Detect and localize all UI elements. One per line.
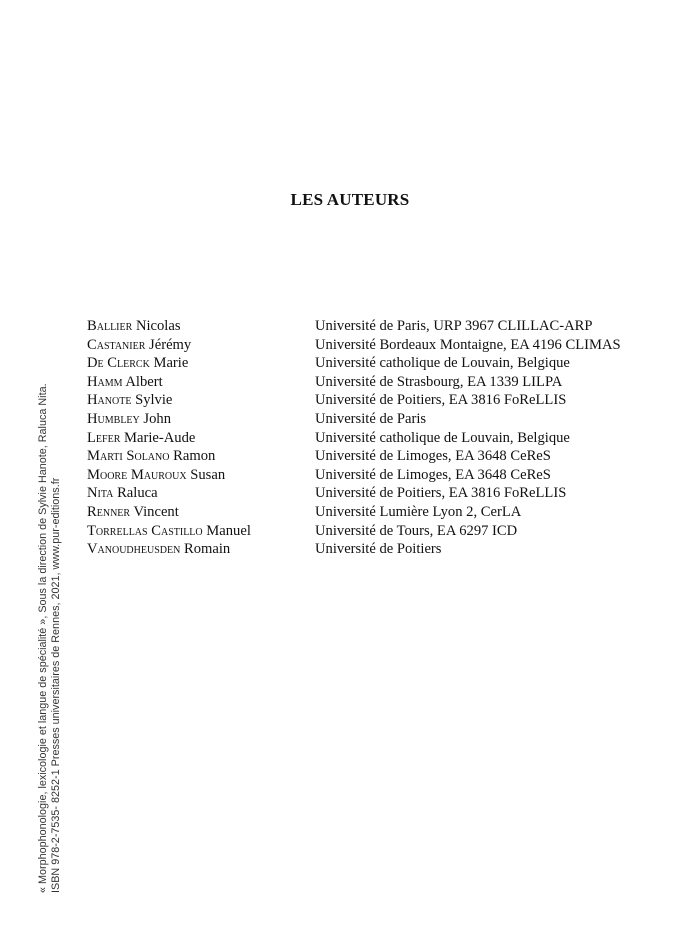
author-row [87, 391, 647, 410]
page-title: LES AUTEURS [290, 190, 410, 209]
author-given-name: Jérémy [149, 336, 192, 353]
author-surname: De Clerck [87, 355, 150, 372]
author-name [87, 354, 315, 373]
author-given-name: Manuel [206, 522, 251, 539]
author-surname: Nita [87, 485, 114, 502]
side-note-line-2: ISBN 978-2-7535- 8252-1 Presses universitaires de Rennes, 2021, www.pur-editions.fr [50, 477, 62, 893]
author-name [87, 317, 315, 336]
author-affiliation: Université catholique de Louvain, Belgique [315, 429, 570, 446]
author-surname: Marti Solano [87, 448, 170, 465]
side-note-line-1: « Morphophonologie, lexicologie et langue de spécialité », Sous la direction de Sylvie Hanote, Raluca Nita. [37, 383, 49, 893]
author-row [87, 447, 647, 466]
author-given-name: Susan [190, 466, 226, 483]
author-given-name: John [143, 410, 171, 427]
author-row [87, 354, 647, 373]
author-surname: Ballier [87, 318, 133, 334]
author-row [87, 466, 647, 485]
author-name [87, 484, 315, 503]
author-affiliation: Université de Limoges, EA 3648 CeReS [315, 466, 551, 483]
author-name [87, 503, 315, 522]
author-name [87, 522, 315, 541]
author-name [87, 391, 315, 410]
author-affiliation: Université de Tours, EA 6297 ICD [315, 522, 518, 539]
author-name [87, 540, 315, 559]
author-name [87, 466, 315, 485]
author-surname: Moore Mauroux [87, 466, 187, 483]
author-given-name: Ramon [173, 448, 216, 465]
author-row [87, 317, 647, 336]
author-affiliation: Université de Strasbourg, EA 1339 LILPA [315, 373, 563, 390]
author-surname: Vanoudheusden [87, 541, 181, 558]
author-surname: Humbley [87, 410, 140, 427]
author-row [87, 503, 647, 522]
author-surname: Hanote [87, 392, 132, 409]
author-given-name: Vincent [133, 503, 179, 520]
author-surname: Hamm [87, 373, 123, 390]
author-given-name: Albert [125, 373, 163, 390]
author-name [87, 447, 315, 466]
author-row [87, 540, 647, 559]
author-given-name: Marie-Aude [124, 429, 196, 446]
author-given-name: Raluca [117, 485, 158, 502]
author-affiliation: Université de Poitiers, EA 3816 FoReLLIS [315, 485, 567, 502]
author-given-name: Marie [153, 355, 189, 372]
author-affiliation: Université Lumière Lyon 2, CerLA [315, 503, 522, 520]
author-affiliation: Université de Limoges, EA 3648 CeReS [315, 448, 551, 465]
author-row [87, 429, 647, 448]
author-affiliation: Université Bordeaux Montaigne, EA 4196 CLIMAS [315, 336, 621, 353]
author-row [87, 373, 647, 392]
author-surname: Castanier [87, 336, 146, 353]
author-given-name: Nicolas [135, 318, 181, 334]
author-affiliation: Université de Paris, URP 3967 CLILLAC-ARP [315, 318, 593, 334]
copyright-side-note [37, 383, 63, 893]
author-given-name: Romain [183, 541, 231, 558]
author-affiliation: Université de Poitiers [315, 541, 442, 558]
author-surname: Lefer [87, 429, 121, 446]
author-name [87, 336, 315, 355]
author-name [87, 410, 315, 429]
author-affiliation: Université de Paris [315, 410, 427, 427]
author-row [87, 522, 647, 541]
author-name [87, 429, 315, 448]
author-row [87, 484, 647, 503]
author-affiliation: Université de Poitiers, EA 3816 FoReLLIS [315, 392, 567, 409]
author-surname: Renner [87, 503, 131, 520]
author-row [87, 336, 647, 355]
author-list [87, 317, 647, 559]
author-row [87, 410, 647, 429]
author-affiliation: Université catholique de Louvain, Belgique [315, 355, 570, 372]
author-name [87, 373, 315, 392]
author-surname: Torrellas Castillo [87, 522, 203, 539]
author-given-name: Sylvie [135, 392, 173, 409]
